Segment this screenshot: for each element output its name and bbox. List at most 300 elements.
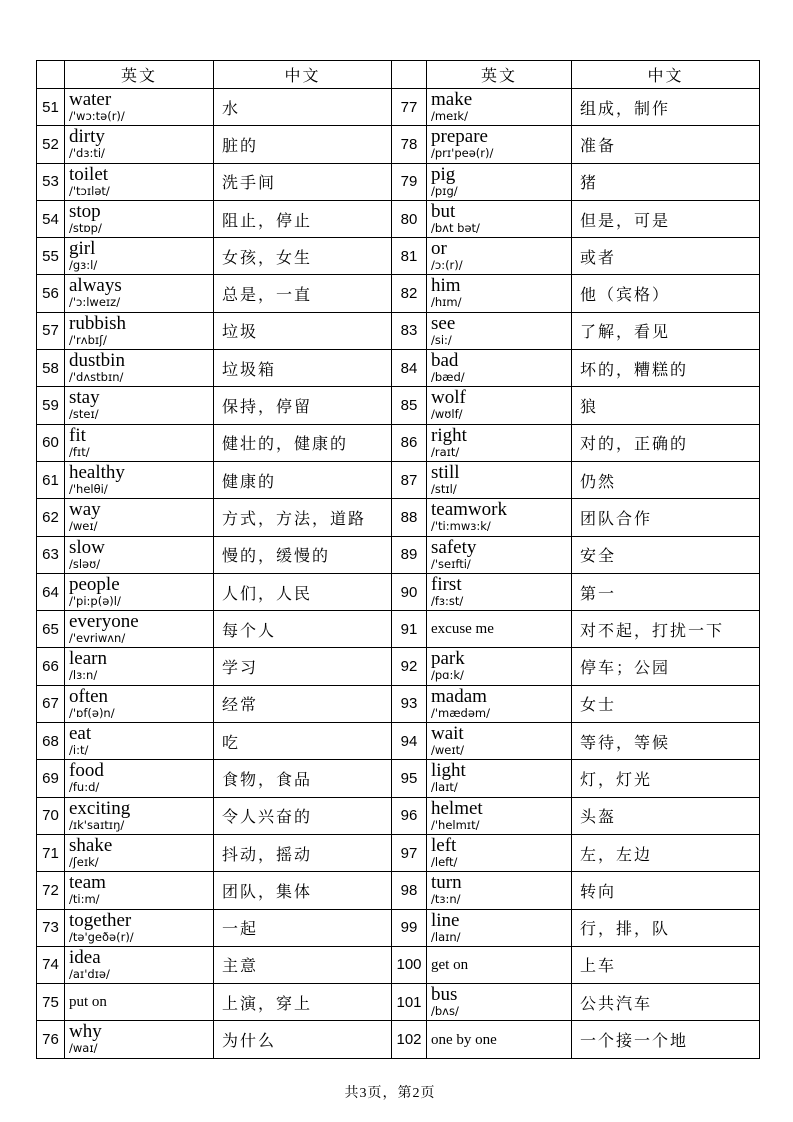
english-cell [427, 312, 572, 349]
phonetic: /bæd/ [431, 370, 465, 385]
english-cell [65, 163, 214, 200]
table-row [37, 89, 392, 126]
english-word: park [431, 648, 465, 670]
english-word: teamwork [431, 499, 507, 521]
phonetic: /'seɪfti/ [431, 556, 471, 571]
table-row [392, 872, 760, 909]
phonetic: /stɪl/ [431, 481, 457, 496]
english-word: madam [431, 685, 487, 707]
chinese-meaning: 经常 [214, 685, 392, 722]
english-cell [65, 312, 214, 349]
chinese-meaning: 准备 [572, 126, 760, 163]
chinese-meaning: 慢的，缓慢的 [214, 536, 392, 573]
english-cell [65, 461, 214, 498]
chinese-meaning: 垃圾 [214, 312, 392, 349]
english-word: make [431, 89, 473, 110]
table-row [37, 611, 392, 648]
english-cell [427, 200, 572, 237]
row-number: 92 [392, 648, 427, 685]
chinese-meaning: 主意 [214, 946, 392, 983]
english-cell [427, 685, 572, 722]
row-number: 76 [37, 1021, 65, 1058]
chinese-meaning: 阻止，停止 [214, 200, 392, 237]
chinese-meaning: 对的，正确的 [572, 424, 760, 461]
row-number: 79 [392, 163, 427, 200]
table-row [392, 573, 760, 610]
phonetic: /'rʌbɪʃ/ [69, 332, 107, 347]
english-word: rubbish [69, 312, 126, 334]
phonetic: /steɪ/ [69, 407, 99, 422]
table-row [392, 350, 760, 387]
english-cell [65, 499, 214, 536]
table-row [37, 461, 392, 498]
table-row [392, 275, 760, 312]
row-number: 77 [392, 89, 427, 126]
column-header-chinese: 中文 [214, 61, 392, 89]
row-number: 84 [392, 350, 427, 387]
table-row [37, 424, 392, 461]
row-number: 54 [37, 200, 65, 237]
row-number: 59 [37, 387, 65, 424]
english-word: always [69, 275, 122, 297]
column-header-english: 英文 [427, 61, 572, 89]
table-row [392, 387, 760, 424]
phonetic: /pɑ:k/ [431, 668, 464, 683]
column-header-english: 英文 [65, 61, 214, 89]
english-word: see [431, 312, 456, 334]
phonetic: /tɜ:n/ [431, 892, 461, 907]
chinese-meaning: 一起 [214, 909, 392, 946]
chinese-meaning: 了解，看见 [572, 312, 760, 349]
english-word: dustbin [69, 350, 125, 372]
phonetic: /lɜ:n/ [69, 668, 98, 683]
chinese-meaning: 团队合作 [572, 499, 760, 536]
row-number: 81 [392, 238, 427, 275]
table-row [37, 499, 392, 536]
row-number: 56 [37, 275, 65, 312]
chinese-meaning: 仍然 [572, 461, 760, 498]
phonetic: /si:/ [431, 332, 452, 347]
chinese-meaning: 或者 [572, 238, 760, 275]
english-word: dirty [69, 126, 105, 148]
phonetic: /pɪg/ [431, 183, 458, 198]
row-number: 94 [392, 723, 427, 760]
english-cell [427, 573, 572, 610]
phonetic: /'ɒf(ə)n/ [69, 705, 115, 720]
phonetic: /wʊlf/ [431, 407, 463, 422]
row-number: 72 [37, 872, 65, 909]
table-row [392, 499, 760, 536]
english-word: line [431, 909, 460, 931]
table-row [37, 387, 392, 424]
chinese-meaning: 第一 [572, 573, 760, 610]
table-row [37, 275, 392, 312]
vocab-table-right [391, 60, 760, 1059]
phonetic: /weɪt/ [431, 743, 465, 758]
row-number: 65 [37, 611, 65, 648]
row-number: 91 [392, 611, 427, 648]
english-word: together [69, 909, 132, 931]
row-number: 95 [392, 760, 427, 797]
english-word: stop [69, 200, 101, 222]
table-row [392, 909, 760, 946]
english-cell [65, 872, 214, 909]
chinese-meaning: 健壮的，健康的 [214, 424, 392, 461]
english-cell [65, 424, 214, 461]
table-row [37, 350, 392, 387]
phonetic: /fɪt/ [69, 444, 90, 459]
english-cell [65, 200, 214, 237]
phonetic: /aɪ'dɪə/ [69, 966, 110, 981]
english-cell [427, 387, 572, 424]
table-row [37, 536, 392, 573]
row-number: 73 [37, 909, 65, 946]
english-word: prepare [431, 126, 488, 148]
phonetic: /bʌt bət/ [431, 220, 480, 235]
english-cell [65, 984, 214, 1021]
english-cell [427, 350, 572, 387]
phonetic: /hɪm/ [431, 295, 462, 310]
chinese-meaning: 组成，制作 [572, 89, 760, 126]
english-cell [65, 89, 214, 126]
chinese-meaning: 猪 [572, 163, 760, 200]
english-word: way [69, 499, 101, 521]
chinese-meaning: 但是，可是 [572, 200, 760, 237]
row-number: 62 [37, 499, 65, 536]
row-number: 102 [392, 1021, 427, 1058]
phonetic: /'tɔɪlət/ [69, 183, 110, 198]
row-number: 74 [37, 946, 65, 983]
english-cell [65, 797, 214, 834]
phonetic: /raɪt/ [431, 444, 460, 459]
table-row [37, 909, 392, 946]
english-cell [65, 387, 214, 424]
chinese-meaning: 上演，穿上 [214, 984, 392, 1021]
english-word: idea [69, 946, 101, 968]
chinese-meaning: 健康的 [214, 461, 392, 498]
table-row [392, 312, 760, 349]
chinese-meaning: 吃 [214, 723, 392, 760]
english-word: learn [69, 648, 107, 670]
table-row [392, 760, 760, 797]
english-cell [65, 723, 214, 760]
english-word: excuse me [431, 621, 494, 638]
phonetic: /'helθi/ [69, 481, 108, 496]
row-number: 85 [392, 387, 427, 424]
phonetic: /weɪ/ [69, 519, 98, 534]
chinese-meaning: 垃圾箱 [214, 350, 392, 387]
chinese-meaning: 人们，人民 [214, 573, 392, 610]
table-row [392, 424, 760, 461]
phonetic: /meɪk/ [431, 109, 468, 123]
english-word: wolf [431, 387, 466, 409]
english-word: people [69, 573, 120, 595]
chinese-meaning: 女孩，女生 [214, 238, 392, 275]
table-row [392, 126, 760, 163]
english-cell [427, 163, 572, 200]
english-cell [65, 648, 214, 685]
phonetic: /laɪn/ [431, 929, 461, 944]
row-number: 68 [37, 723, 65, 760]
english-cell [427, 424, 572, 461]
english-cell [427, 499, 572, 536]
table-row [392, 536, 760, 573]
english-cell [65, 611, 214, 648]
chinese-meaning: 上车 [572, 946, 760, 983]
english-cell [427, 946, 572, 983]
english-word: stay [69, 387, 100, 409]
table-row [392, 834, 760, 871]
english-word: still [431, 461, 460, 483]
english-word: food [69, 760, 104, 782]
phonetic: /'dɜ:ti/ [69, 146, 105, 161]
english-word: light [431, 760, 466, 782]
row-number: 90 [392, 573, 427, 610]
table-row [392, 611, 760, 648]
english-word: girl [69, 238, 96, 260]
chinese-meaning: 坏的，糟糕的 [572, 350, 760, 387]
table-row [392, 946, 760, 983]
english-word: bus [431, 984, 458, 1006]
chinese-meaning: 总是，一直 [214, 275, 392, 312]
table-row [392, 89, 760, 126]
table-row [37, 648, 392, 685]
english-word: toilet [69, 163, 109, 185]
english-word: slow [69, 536, 105, 558]
row-number: 53 [37, 163, 65, 200]
english-cell [65, 536, 214, 573]
row-number: 52 [37, 126, 65, 163]
table-row [37, 797, 392, 834]
english-cell [65, 685, 214, 722]
english-cell [427, 126, 572, 163]
english-word: shake [69, 834, 113, 856]
table-row [37, 685, 392, 722]
table-row [37, 946, 392, 983]
phonetic: /stɒp/ [69, 220, 102, 235]
phonetic: /'ti:mwɜ:k/ [431, 519, 491, 534]
english-word: pig [431, 163, 456, 185]
table-row [37, 1021, 392, 1058]
table-row [37, 834, 392, 871]
table-row [37, 126, 392, 163]
chinese-meaning: 学习 [214, 648, 392, 685]
chinese-meaning: 一个接一个地 [572, 1021, 760, 1058]
table-row [392, 984, 760, 1021]
table-row [392, 461, 760, 498]
english-cell [427, 238, 572, 275]
row-number: 63 [37, 536, 65, 573]
phonetic: /ɔ:(r)/ [431, 258, 463, 273]
chinese-meaning: 抖动，摇动 [214, 834, 392, 871]
row-number: 96 [392, 797, 427, 834]
phonetic: /'dʌstbɪn/ [69, 370, 124, 385]
english-cell [427, 1021, 572, 1058]
row-number: 87 [392, 461, 427, 498]
english-cell [427, 984, 572, 1021]
row-number: 58 [37, 350, 65, 387]
phonetic: /sləʊ/ [69, 556, 101, 571]
english-word: exciting [69, 797, 131, 819]
row-number: 67 [37, 685, 65, 722]
row-number: 82 [392, 275, 427, 312]
corner-cell [37, 61, 65, 89]
vocab-table-left [36, 60, 392, 1059]
english-word: put on [69, 994, 107, 1011]
english-cell [65, 1021, 214, 1058]
row-number: 83 [392, 312, 427, 349]
row-number: 69 [37, 760, 65, 797]
phonetic: /i:t/ [69, 743, 89, 758]
page-footer: 共3页，第2页 [344, 1086, 436, 1101]
chinese-meaning: 公共汽车 [572, 984, 760, 1021]
row-number: 101 [392, 984, 427, 1021]
table-row [37, 573, 392, 610]
table-row [392, 685, 760, 722]
row-number: 97 [392, 834, 427, 871]
phonetic: /ʃeɪk/ [69, 854, 99, 869]
phonetic: /laɪt/ [431, 780, 458, 795]
english-word: helmet [431, 797, 483, 819]
header-row [37, 61, 392, 89]
english-cell [427, 909, 572, 946]
english-cell [427, 760, 572, 797]
english-word: or [431, 238, 447, 260]
chinese-meaning: 等待，等候 [572, 723, 760, 760]
header-row [392, 61, 760, 89]
chinese-meaning: 每个人 [214, 611, 392, 648]
english-cell [427, 797, 572, 834]
english-cell [65, 350, 214, 387]
chinese-meaning: 女士 [572, 685, 760, 722]
chinese-meaning: 狼 [572, 387, 760, 424]
row-number: 55 [37, 238, 65, 275]
phonetic: /fɜ:st/ [431, 593, 464, 608]
table-row [37, 312, 392, 349]
chinese-meaning: 洗手间 [214, 163, 392, 200]
english-word: first [431, 573, 462, 595]
table-row [37, 984, 392, 1021]
row-number: 78 [392, 126, 427, 163]
chinese-meaning: 令人兴奋的 [214, 797, 392, 834]
corner-cell [392, 61, 427, 89]
row-number: 51 [37, 89, 65, 126]
row-number: 61 [37, 461, 65, 498]
row-number: 70 [37, 797, 65, 834]
phonetic: /gɜ:l/ [69, 258, 98, 273]
phonetic: /left/ [431, 854, 458, 869]
table-row [392, 723, 760, 760]
english-cell [427, 611, 572, 648]
chinese-meaning: 水 [214, 89, 392, 126]
phonetic: /tə'geðə(r)/ [69, 929, 134, 944]
chinese-meaning: 食物，食品 [214, 760, 392, 797]
table-row [37, 238, 392, 275]
row-number: 66 [37, 648, 65, 685]
table-row [37, 872, 392, 909]
english-word: bad [431, 350, 459, 372]
english-word: left [431, 834, 457, 856]
chinese-meaning: 转向 [572, 872, 760, 909]
chinese-meaning: 灯，灯光 [572, 760, 760, 797]
chinese-meaning: 行，排，队 [572, 909, 760, 946]
row-number: 75 [37, 984, 65, 1021]
phonetic: /'wɔ:tə(r)/ [69, 109, 125, 123]
chinese-meaning: 团队，集体 [214, 872, 392, 909]
english-cell [65, 573, 214, 610]
english-word: but [431, 200, 456, 222]
phonetic: /prɪ'peə(r)/ [431, 146, 494, 161]
row-number: 89 [392, 536, 427, 573]
english-cell [65, 946, 214, 983]
english-cell [427, 834, 572, 871]
chinese-meaning: 左，左边 [572, 834, 760, 871]
table-row [392, 163, 760, 200]
english-word: one by one [431, 1031, 497, 1048]
vocab-tables [36, 60, 760, 1059]
phonetic: /'pi:p(ə)l/ [69, 593, 121, 608]
english-cell [65, 126, 214, 163]
english-cell [427, 275, 572, 312]
english-cell [427, 536, 572, 573]
row-number: 80 [392, 200, 427, 237]
row-number: 64 [37, 573, 65, 610]
row-number: 71 [37, 834, 65, 871]
table-row [392, 648, 760, 685]
chinese-meaning: 停车；公园 [572, 648, 760, 685]
english-cell [427, 872, 572, 909]
phonetic: /ɪk'saɪtɪŋ/ [69, 817, 125, 832]
english-cell [427, 89, 572, 126]
table-row [392, 797, 760, 834]
chinese-meaning: 方式，方法，道路 [214, 499, 392, 536]
phonetic: /'ɔ:lweɪz/ [69, 295, 121, 310]
chinese-meaning: 保持，停留 [214, 387, 392, 424]
english-word: team [69, 872, 106, 894]
row-number: 60 [37, 424, 65, 461]
table-row [392, 238, 760, 275]
english-word: turn [431, 872, 462, 894]
column-header-chinese: 中文 [572, 61, 760, 89]
english-cell [65, 760, 214, 797]
english-word: often [69, 685, 109, 707]
table-row [392, 1021, 760, 1058]
english-cell [65, 238, 214, 275]
english-word: why [69, 1021, 102, 1043]
row-number: 57 [37, 312, 65, 349]
english-word: wait [431, 723, 464, 745]
row-number: 88 [392, 499, 427, 536]
phonetic: /'mædəm/ [431, 705, 490, 720]
english-word: eat [69, 723, 92, 745]
table-row [37, 163, 392, 200]
phonetic: /'evriwʌn/ [69, 631, 126, 646]
english-word: safety [431, 536, 477, 558]
table-row [37, 723, 392, 760]
phonetic: /'helmɪt/ [431, 817, 480, 832]
english-word: right [431, 424, 467, 446]
english-cell [427, 648, 572, 685]
phonetic: /waɪ/ [69, 1041, 98, 1056]
chinese-meaning: 脏的 [214, 126, 392, 163]
english-word: everyone [69, 611, 139, 633]
table-row [37, 760, 392, 797]
phonetic: /fu:d/ [69, 780, 100, 795]
english-cell [65, 909, 214, 946]
row-number: 98 [392, 872, 427, 909]
english-word: him [431, 275, 461, 297]
english-word: get on [431, 956, 469, 973]
